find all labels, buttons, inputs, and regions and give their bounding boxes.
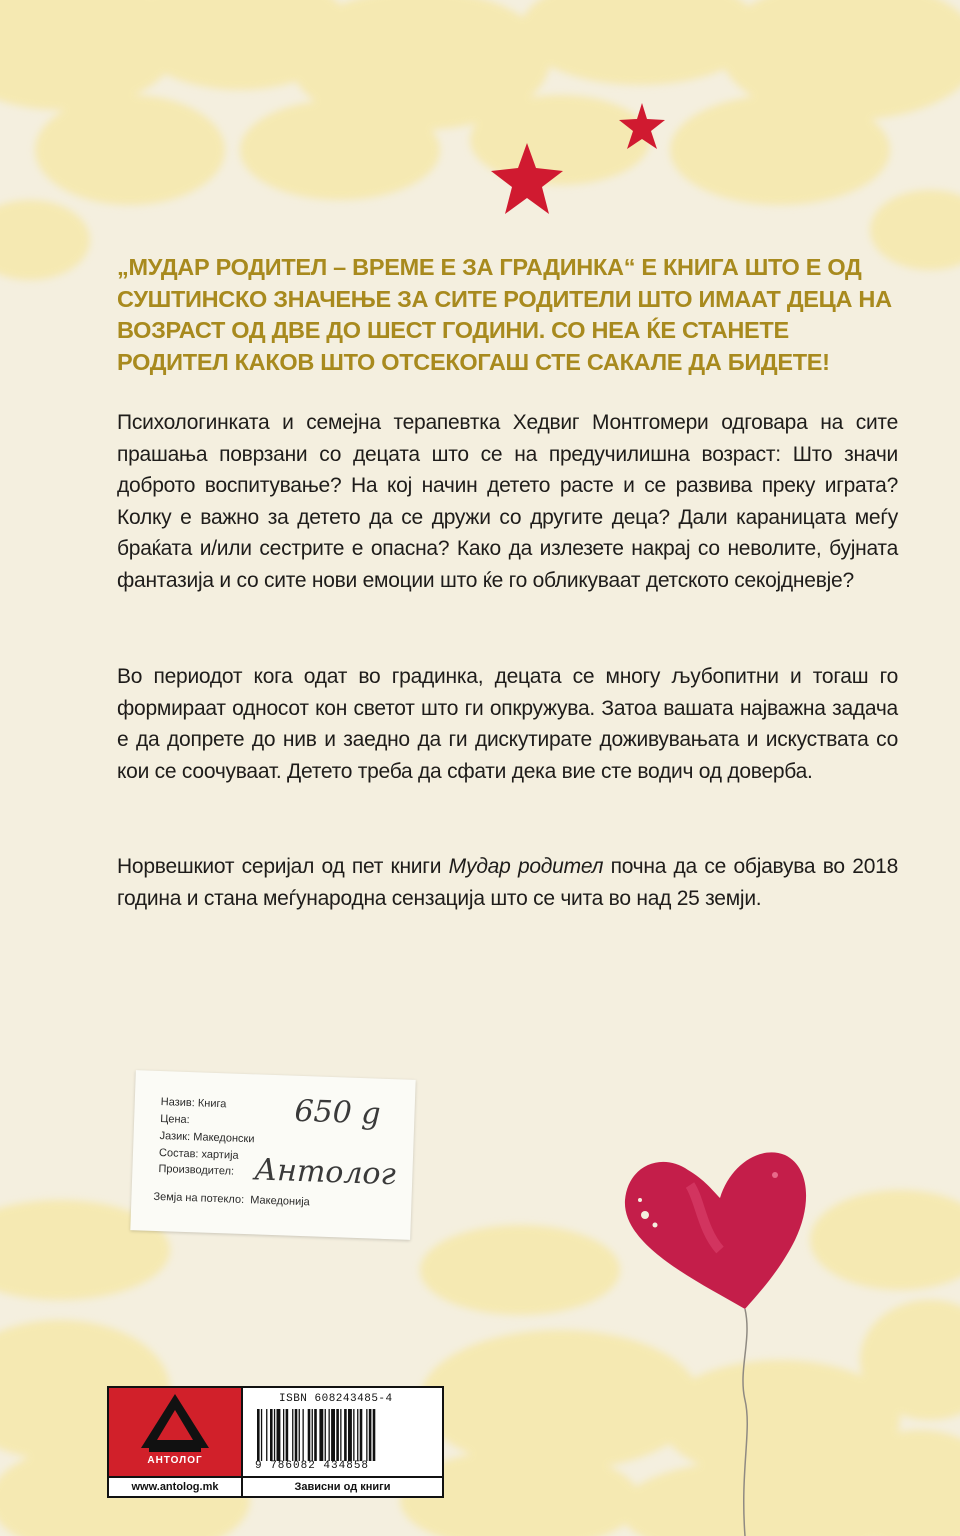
barcode-bar: [344, 1409, 347, 1461]
sticker-material-row: Состав: хартија: [158, 1147, 239, 1162]
barcode-bar: [303, 1409, 304, 1461]
price-sticker: [130, 1070, 415, 1240]
barcode-bar: [314, 1409, 317, 1461]
barcode-box: [107, 1386, 444, 1498]
barcode-bar: [329, 1409, 330, 1461]
barcode-bar: [331, 1409, 335, 1461]
description-paragraph-3: [117, 851, 898, 914]
description-paragraph-1: Психологинката и семејна терапевтка Хедвиг Монтгомери одговара на сите прашања поврзани со децата што се на предучилишна возраст: Што значи доброто воспитување? На кој начин детето расте и се развива преку играта? Колку е важно за детето да се дружи со другите деца? Дали караницата меѓу браќата и/или сестрите е опасна? Како да излезете накрај со неволите, бујната фантазија и со сите нови емоции што ќе го обликуваат детското секојдневје?: [117, 411, 898, 592]
barcode-bar: [261, 1409, 262, 1461]
barcode-bar: [360, 1409, 363, 1461]
tagline: „МУДАР РОДИТЕЛ – ВРЕМЕ Е ЗА ГРАДИНКА“ Е КНИГА ШТО Е ОД СУШТИНСКО ЗНАЧЕЊЕ ЗА СИТЕ РОДИТЕЛИ ШТО ИМААТ ДЕЦА НА ВОЗРАСТ ОД ДВЕ ДО ШЕСТ ГОДИНИ. СО НЕА ЌЕ СТАНЕТЕ РОДИТЕЛ КАКОВ ШТО ОТСЕКОГАШ СТЕ САКАЛЕ ДА БИДЕТЕ!: [117, 254, 892, 375]
sticker-origin-row: Земја на потекло: Македонија: [153, 1190, 310, 1209]
barcode-bar: [283, 1409, 284, 1461]
barcode-bar: [274, 1409, 275, 1461]
barcode-bar: [353, 1409, 354, 1461]
barcode-bar: [366, 1409, 367, 1461]
barcode-bar: [292, 1409, 293, 1461]
barcode-bar: [295, 1409, 298, 1461]
sticker-price-label: Цена:: [159, 1113, 190, 1127]
publisher-logo: [109, 1388, 243, 1476]
sticker-name-row: Назив: Книга: [160, 1096, 227, 1111]
barcode-bar: [257, 1409, 260, 1461]
barcode-bar: [357, 1409, 358, 1461]
barcode-bar: [312, 1409, 313, 1461]
barcode-bar: [369, 1409, 372, 1461]
paragraph-3-end: почна да се објавува во 2018 година и стана меѓународна сензација што се чита во над 25 земји.: [117, 855, 898, 910]
barcode-bar: [373, 1409, 376, 1461]
barcode-bar: [325, 1409, 326, 1461]
sticker-language-row: Јазик: Македонски: [159, 1130, 255, 1146]
barcode-bar: [340, 1409, 341, 1461]
handwritten-weight: 650 g: [293, 1093, 382, 1132]
description-paragraph-2: Во периодот кога одат во градинка, децата се многу љубопитни и тогаш го формираат односот кон светот што ги опкружува. Затоа вашата најважна задача е да допрете до нив и заедно да ги дискутирате доживувањата и искуствата со кои се соочуваат. Детето треба да сфати дека вие сте водич од доверба.: [117, 665, 898, 783]
barcode-bar: [277, 1409, 281, 1461]
barcode-bar: [308, 1409, 311, 1461]
sticker-producer-label: Производител:: [158, 1163, 235, 1178]
barcode-bar: [270, 1409, 273, 1461]
barcode-bar: [336, 1409, 339, 1461]
paragraph-3-start: Норвешкиот серијал од пет книги: [117, 855, 449, 878]
barcode-bar: [266, 1409, 267, 1461]
barcode-bar: [299, 1409, 300, 1461]
barcode-bar: [286, 1409, 289, 1461]
isbn-bottom: 9 786082 434858: [255, 1460, 370, 1472]
barcode-bar: [348, 1409, 352, 1461]
logo-text: АНТОЛОГ: [147, 1455, 203, 1466]
barcode-bar: [319, 1409, 323, 1461]
series-title: Мудар родител: [448, 855, 604, 878]
barcode-note: Зависни од книги: [243, 1476, 442, 1496]
publisher-website: www.antolog.mk: [109, 1476, 243, 1496]
flower-pattern-top: [0, 0, 960, 280]
barcode: [255, 1409, 435, 1461]
handwritten-producer: Антолог: [253, 1152, 397, 1193]
isbn-top: ISBN 608243485-4: [279, 1393, 393, 1405]
